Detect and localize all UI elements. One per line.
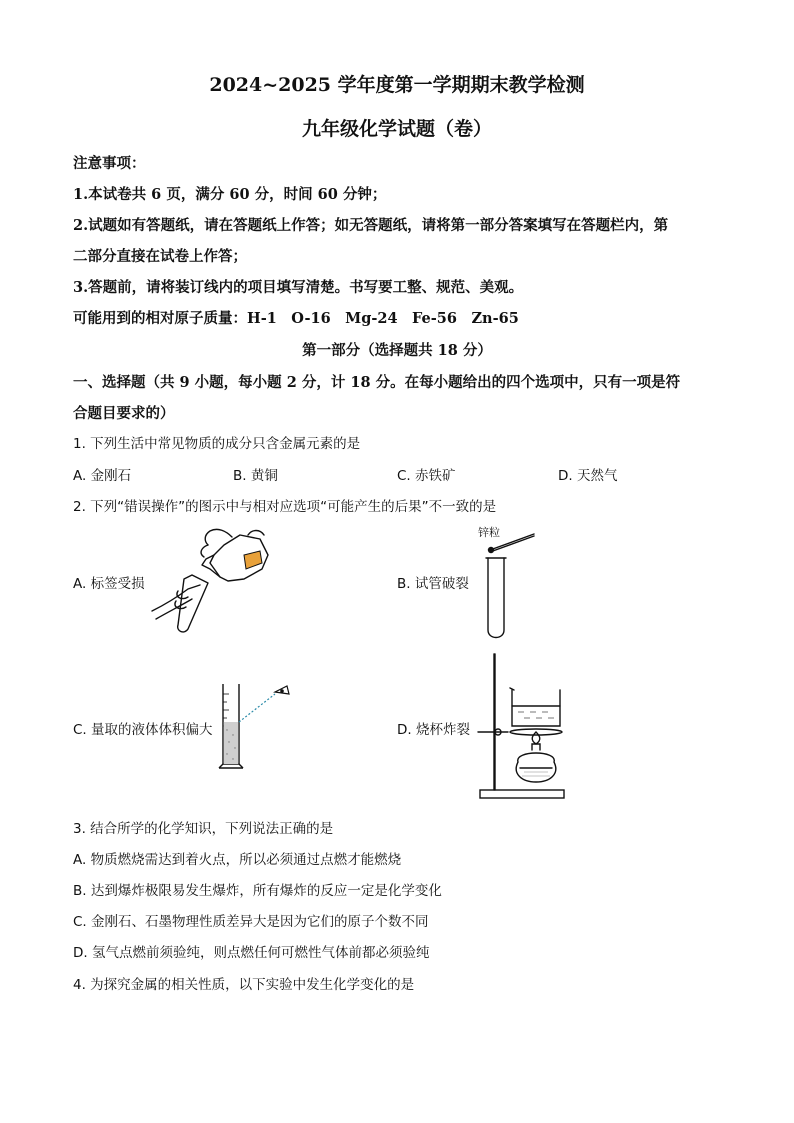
figure-graduated-cylinder [215,680,295,775]
q1-option-c: C. 赤铁矿 [397,468,456,484]
q3-option-b: B. 达到爆炸极限易发生爆炸，所有爆炸的反应一定是化学变化 [73,883,442,899]
notes-item-3: 3.答题前，请将装订线内的项目填写清楚。书写要工整、规范、美观。 [73,279,524,296]
notes-item-1: 1.本试卷共 6 页，满分 60 分，时间 60 分钟； [73,186,387,203]
q3-stem: 3. 结合所学的化学知识，下列说法正确的是 [73,821,334,837]
part1-heading: 第一部分（选择题共 18 分） [302,342,492,359]
q3-option-d: D. 氢气点燃前须验纯，则点燃任何可燃性气体前都必须验纯 [73,945,430,961]
section-heading-line-2: 合题目要求的） [73,405,175,422]
q3-option-a: A. 物质燃烧需达到着火点，所以必须通过点燃才能燃烧 [73,852,402,868]
page-title: 2024~2025 学年度第一学期期末教学检测 [209,74,585,96]
figure-pouring-liquid [148,525,274,633]
q2-option-c: C. 量取的液体体积偏大 [73,722,213,738]
q2-stem: 2. 下列“错误操作”的图示中与相对应选项“可能产生的后果”不一致的是 [73,499,497,515]
q2-option-d: D. 烧杯炸裂 [397,722,470,738]
section-heading-line-1: 一、选择题（共 9 小题，每小题 2 分，计 18 分。在每小题给出的四个选项中，只有一项是符 [73,374,681,391]
figure-beaker-heating [474,650,566,802]
atomic-mass-line: 可能用到的相对原子质量：H-1 O-16 Mg-24 Fe-56 Zn-65 [73,310,519,327]
notes-item-2-line-1: 2.试题如有答题纸，请在答题纸上作答；如无答题纸，请将第一部分答案填写在答题栏内，第 [73,217,669,234]
q2-option-b: B. 试管破裂 [397,576,469,592]
q3-option-c: C. 金刚石、石墨物理性质差异大是因为它们的原子个数不同 [73,914,429,930]
notes-item-2-line-2: 二部分直接在试卷上作答； [73,248,247,265]
q1-option-b: B. 黄铜 [233,468,278,484]
q2-option-a: A. 标签受损 [73,576,145,592]
q1-option-d: D. 天然气 [558,468,618,484]
q4-stem: 4. 为探究金属的相关性质，以下实验中发生化学变化的是 [73,977,415,993]
q1-option-a: A. 金刚石 [73,468,132,484]
q1-stem: 1. 下列生活中常见物质的成分只含金属元素的是 [73,436,361,452]
zinc-granule-label: 锌粒 [478,526,500,539]
page-subtitle: 九年级化学试题（卷） [301,118,492,140]
notes-heading: 注意事项： [73,155,146,172]
